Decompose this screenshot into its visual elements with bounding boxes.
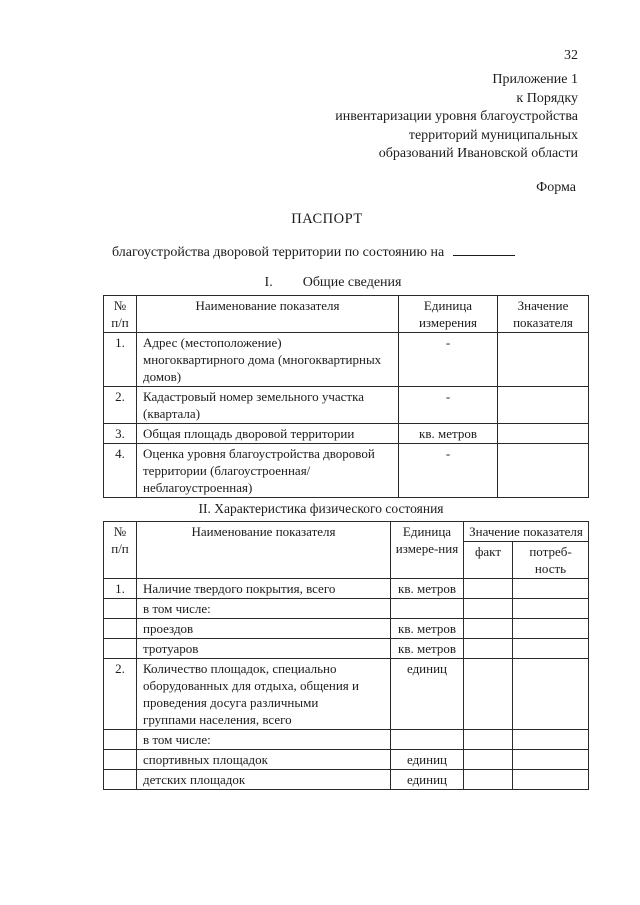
table-row (104, 333, 589, 387)
cell-num: 4. (104, 444, 137, 498)
table-row (104, 659, 589, 730)
cell-fact (464, 579, 513, 599)
col-header-unit: Единица измере-ния (391, 522, 464, 579)
cell-fact (464, 750, 513, 770)
col-header-value-group: Значение показателя (464, 522, 589, 542)
appendix-line: Приложение 1 (492, 72, 578, 87)
col-header-need: потреб-ность (513, 542, 589, 579)
table-row (104, 579, 589, 599)
cell-name: Общая площадь дворовой территории (137, 424, 399, 444)
cell-name: в том числе: (137, 599, 391, 619)
cell-value (498, 333, 589, 387)
document-title: ПАСПОРТ (291, 211, 363, 227)
cell-unit: кв. метров (391, 579, 464, 599)
cell-num (104, 639, 137, 659)
section1-heading-text: Общие сведения (302, 275, 402, 290)
cell-num (104, 770, 137, 790)
cell-num: 2. (104, 659, 137, 730)
cell-fact (464, 659, 513, 730)
col-header-fact: факт (464, 542, 513, 579)
cell-name: Оценка уровня благоустройства дворовой территории (благоустроенная/неблагоустроенная) (137, 444, 399, 498)
cell-name: Наличие твердого покрытия, всего (137, 579, 391, 599)
cell-unit: единиц (391, 770, 464, 790)
cell-num: 2. (104, 387, 137, 424)
cell-unit: кв. метров (391, 619, 464, 639)
cell-need (513, 619, 589, 639)
col-header-value: Значение показателя (498, 296, 589, 333)
table-row (104, 619, 589, 639)
cell-name: Адрес (местоположение) многоквартирного дома (многоквартирных домов) (137, 333, 399, 387)
cell-fact (464, 619, 513, 639)
cell-unit: единиц (391, 750, 464, 770)
cell-num (104, 599, 137, 619)
cell-unit (391, 730, 464, 750)
cell-need (513, 599, 589, 619)
cell-unit: - (399, 333, 498, 387)
table-row (104, 750, 589, 770)
cell-need (513, 639, 589, 659)
table-row (104, 770, 589, 790)
cell-unit (391, 599, 464, 619)
general-info-table (103, 295, 589, 498)
cell-name: тротуаров (137, 639, 391, 659)
cell-unit: - (399, 444, 498, 498)
section1-heading-number: I. (264, 275, 273, 290)
cell-fact (464, 599, 513, 619)
col-header-unit: Единица измерения (399, 296, 498, 333)
document-subtitle (112, 243, 515, 261)
appendix-line: к Порядку (516, 90, 578, 106)
cell-name: Кадастровый номер земельного участка (квартала) (137, 387, 399, 424)
cell-need (513, 579, 589, 599)
cell-need (513, 750, 589, 770)
col-header-num: № п/п (104, 522, 137, 579)
appendix-line: образований Ивановской области (378, 146, 578, 161)
cell-num (104, 750, 137, 770)
table-row (104, 444, 589, 498)
cell-fact (464, 730, 513, 750)
cell-name: спортивных площадок (137, 750, 391, 770)
cell-num: 1. (104, 579, 137, 599)
cell-unit: единиц (391, 659, 464, 730)
fill-in-blank (453, 243, 515, 256)
cell-fact (464, 639, 513, 659)
cell-unit: - (399, 387, 498, 424)
cell-need (513, 770, 589, 790)
cell-num (104, 730, 137, 750)
cell-num (104, 619, 137, 639)
cell-fact (464, 770, 513, 790)
cell-value (498, 387, 589, 424)
cell-unit: кв. метров (399, 424, 498, 444)
cell-name: Количество площадок, специально оборудованных для отдыха, общения и проведения досуга различными группами населения, всего (137, 659, 391, 730)
cell-value (498, 444, 589, 498)
cell-need (513, 659, 589, 730)
section1-heading (13, 275, 640, 291)
col-header-num: № п/п (104, 296, 137, 333)
cell-name: в том числе: (137, 730, 391, 750)
appendix-line: инвентаризации уровня благоустройства (335, 109, 578, 124)
table-row (104, 639, 589, 659)
col-header-name: Наименование показателя (137, 296, 399, 333)
cell-value (498, 424, 589, 444)
cell-need (513, 730, 589, 750)
document-subtitle-text: благоустройства дворовой территории по состоянию на (112, 245, 445, 260)
form-label: Форма (536, 180, 576, 195)
table-row (104, 387, 589, 424)
cell-num: 3. (104, 424, 137, 444)
appendix-line: территорий муниципальных (408, 127, 578, 143)
table-header-row (104, 296, 589, 333)
cell-name: детских площадок (137, 770, 391, 790)
appendix-block (335, 71, 578, 164)
physical-state-table (103, 521, 589, 790)
table-row (104, 424, 589, 444)
table-header-row (104, 522, 589, 542)
cell-num: 1. (104, 333, 137, 387)
cell-name: проездов (137, 619, 391, 639)
section2-heading: II. Характеристика физического состояния (198, 501, 444, 516)
col-header-name: Наименование показателя (137, 522, 391, 579)
table-row (104, 730, 589, 750)
cell-unit: кв. метров (391, 639, 464, 659)
page-number: 32 (564, 48, 578, 63)
table-row (104, 599, 589, 619)
